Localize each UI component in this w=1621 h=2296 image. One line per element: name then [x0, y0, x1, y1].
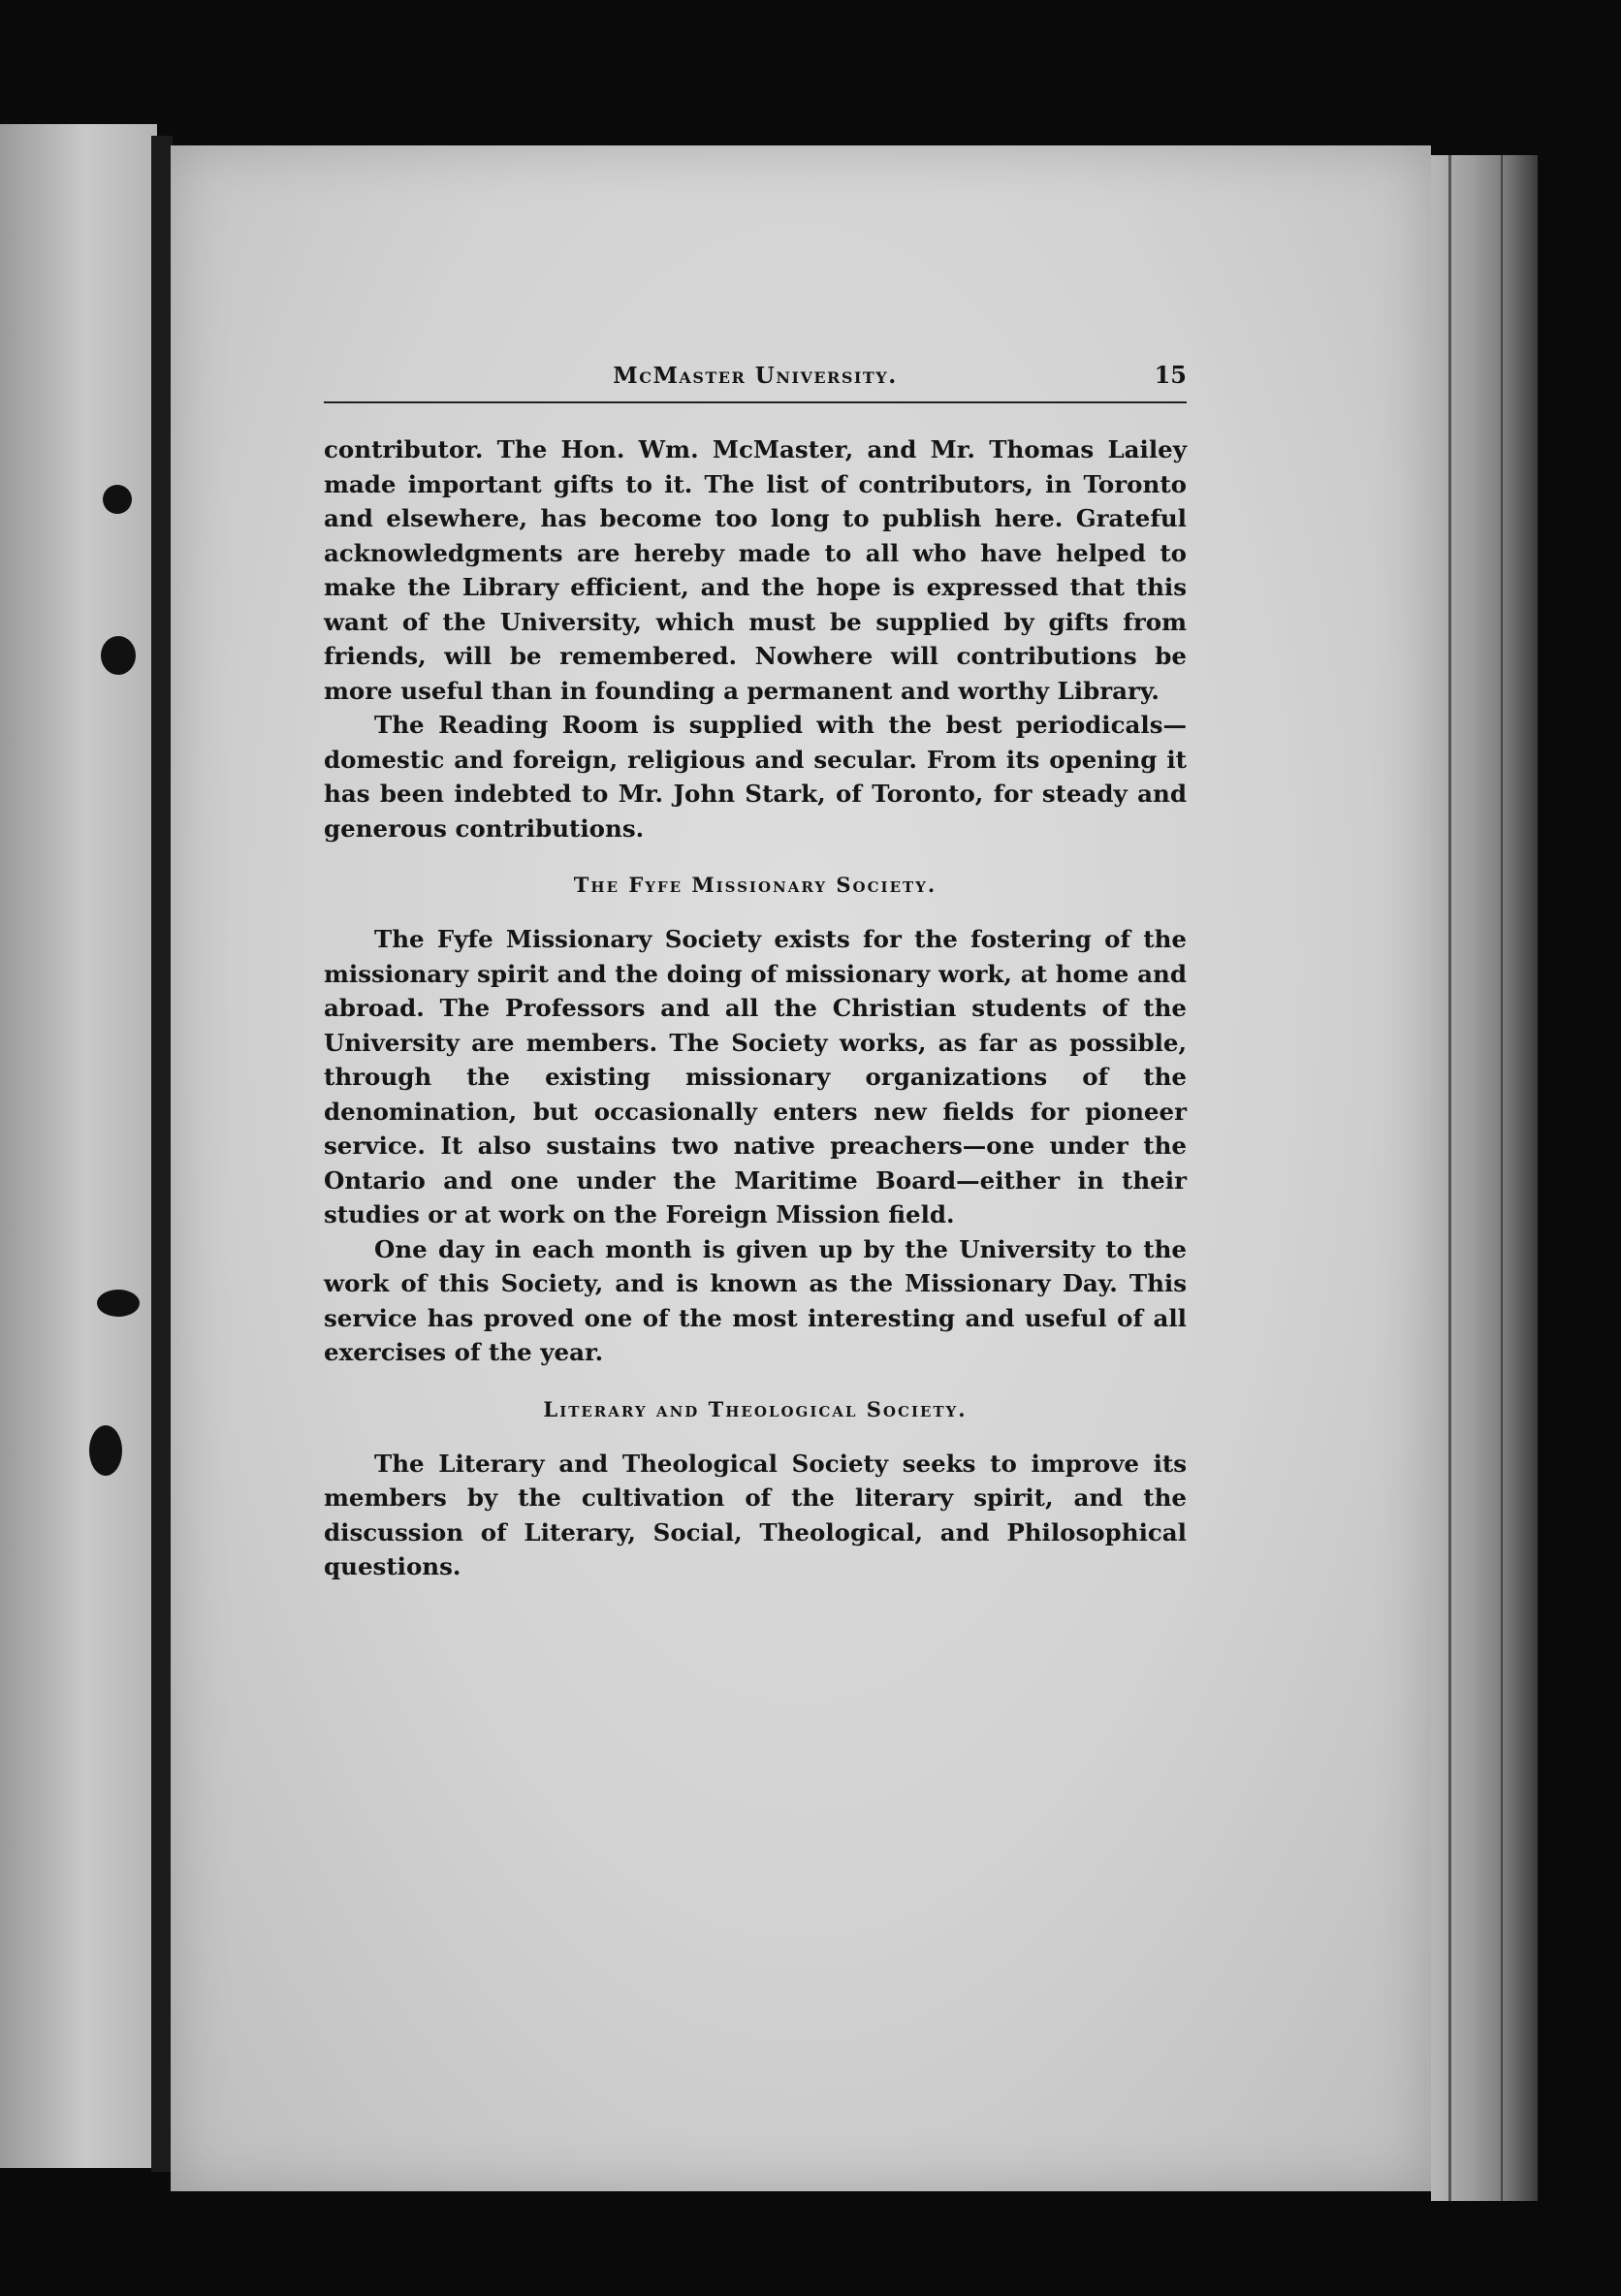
section-heading-fyfe: The Fyfe Missionary Society.: [573, 873, 938, 897]
binding-hole: [97, 1290, 140, 1317]
running-header: [324, 359, 1187, 403]
binding-hole: [89, 1425, 122, 1476]
reading-room-paragraph: The Reading Room is supplied with the best periodicals—domestic and foreign, religious and secular. From its opening it has been indebted to Mr. John Stark, of Toronto, for steady and generous contributions.: [324, 711, 1187, 843]
library-paragraph: contributor. The Hon. Wm. McMaster, and Mr. Thomas Lailey made important gifts to it. The list of contributors, in Toronto and elsewhere, has become too long to publish here. Grateful acknowledgments are hereby made to all who have helped to make the Library efficient, and the hope is expressed that this want of the University, which must be supplied by gifts from friends, will be remembered. Nowhere will contributions be more useful than in founding a permanent and worthy Library.: [324, 435, 1187, 705]
facing-page-edge: [0, 124, 157, 2168]
book-spine: [151, 136, 173, 2172]
literary-paragraph: The Literary and Theological Society seeks to improve its members by the cultivation of the literary spirit, and the discussion of Literary, Social, Theological, and Philosophical questions.: [324, 1449, 1187, 1580]
page-number: 15: [1154, 361, 1187, 389]
page-text: [324, 359, 1187, 1584]
fyfe-paragraph-2: One day in each month is given up by the University to the work of this Society, and is known as the Missionary Day. This service has proved one of the most interesting and useful of all exercises of the year.: [324, 1234, 1187, 1366]
binding-hole: [103, 485, 132, 514]
running-title: McMaster University.: [613, 363, 898, 389]
page-stack-edge: [1431, 155, 1538, 2201]
section-heading-literary: Literary and Theological Society.: [543, 1396, 968, 1421]
fyfe-paragraph-1: The Fyfe Missionary Society exists for the fostering of the missionary spirit and the doing of missionary work, at home and abroad. The Professors and all the Christian students of the University are members. The Society works, as far as possible, through the existing missionary organizations of the denomination, but occasionally enters new fields for pioneer service. It also sustains two native preachers—one under the Ontario and one under the Maritime Board—either in their studies or at work on the Foreign Mission field.: [324, 925, 1187, 1228]
binding-hole: [101, 636, 136, 675]
